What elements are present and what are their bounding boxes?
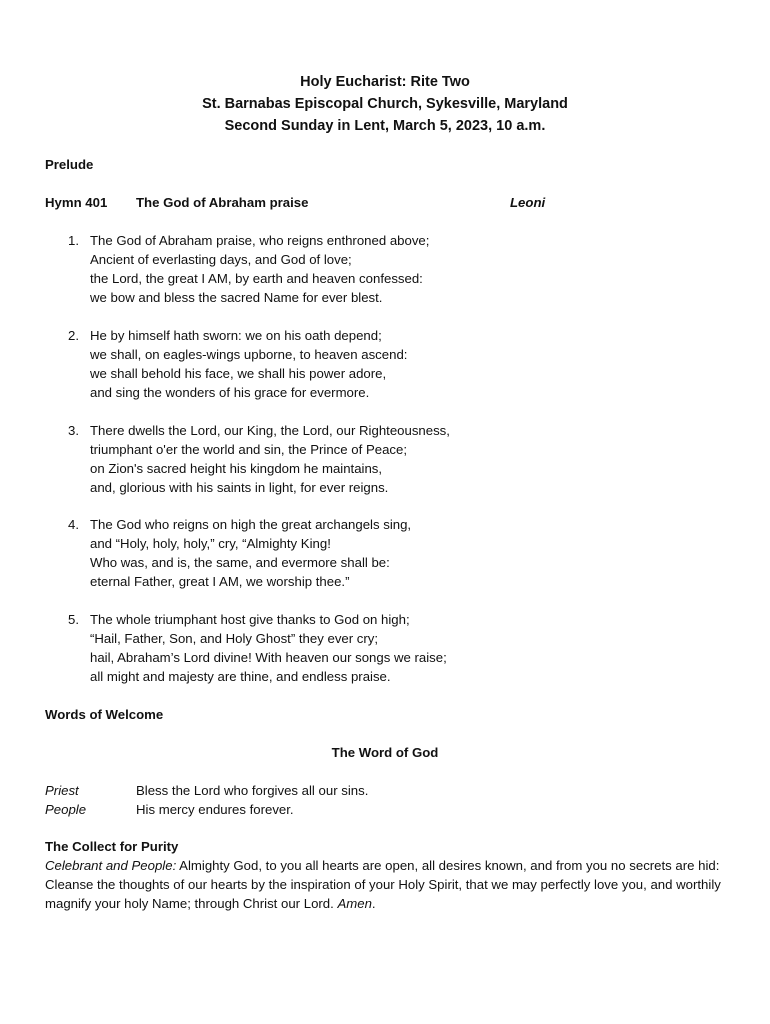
service-title: Holy Eucharist: Rite Two [300, 74, 470, 90]
verse-line: eternal Father, great I AM, we worship thee.” [90, 574, 350, 589]
collect-heading: The Collect for Purity [45, 839, 179, 854]
verse-line: Who was, and is, the same, and evermore shall be: [90, 555, 390, 570]
church-name: St. Barnabas Episcopal Church, Sykesville, Maryland [202, 96, 568, 112]
hymn-verse [90, 231, 429, 307]
dialogue-speaker: Priest [45, 783, 79, 798]
verse-line: “Hail, Father, Son, and Holy Ghost” they ever cry; [90, 631, 379, 646]
dialogue-text: Bless the Lord who forgives all our sins. [136, 783, 369, 798]
verse-number: 2. [68, 328, 79, 343]
collect-amen: Amen [337, 896, 372, 911]
verse-line: Ancient of everlasting days, and God of love; [90, 252, 352, 267]
hymn-number: Hymn 401 [45, 195, 108, 210]
verse-line: on Zion's sacred height his kingdom he maintains, [90, 461, 383, 476]
hymn-verse [90, 515, 411, 591]
verse-line: we bow and bless the sacred Name for ever blest. [90, 290, 383, 305]
verse-line: The God of Abraham praise, who reigns enthroned above; [90, 233, 430, 248]
verse-line: There dwells the Lord, our King, the Lord, our Righteousness, [90, 423, 450, 438]
verse-line: hail, Abraham’s Lord divine! With heaven our songs we raise; [90, 650, 447, 665]
verse-number: 4. [68, 517, 79, 532]
verse-number: 1. [68, 233, 79, 248]
verse-line: we shall behold his face, we shall his power adore, [90, 366, 387, 381]
verse-line: we shall, on eagles-wings upborne, to heaven ascend: [90, 347, 408, 362]
dialogue-speaker: People [45, 802, 87, 817]
hymn-tune: Leoni [510, 195, 546, 210]
verse-number: 3. [68, 423, 79, 438]
verse-line: the Lord, the great I AM, by earth and heaven confessed: [90, 271, 423, 286]
word-of-god-heading: The Word of God [331, 745, 439, 760]
verse-line: He by himself hath sworn: we on his oath depend; [90, 328, 382, 343]
welcome-heading: Words of Welcome [45, 707, 164, 722]
verse-line: The whole triumphant host give thanks to God on high; [90, 612, 410, 627]
verse-line: all might and majesty are thine, and endless praise. [90, 669, 391, 684]
service-header [0, 71, 770, 137]
collect-end: . [371, 896, 376, 911]
verse-line: The God who reigns on high the great archangels sing, [90, 517, 412, 532]
service-date: Second Sunday in Lent, March 5, 2023, 10 a.m. [224, 118, 546, 134]
verse-number: 5. [68, 612, 79, 627]
collect-text [45, 856, 735, 913]
hymn-verse [90, 610, 447, 686]
collect-speaker: Celebrant and People: [45, 858, 177, 873]
verse-line: and, glorious with his saints in light, for ever reigns. [90, 480, 389, 495]
hymn-title: The God of Abraham praise [136, 195, 309, 210]
verse-line: and sing the wonders of his grace for evermore. [90, 385, 370, 400]
verse-line: triumphant o'er the world and sin, the Prince of Peace; [90, 442, 407, 457]
dialogue-text: His mercy endures forever. [136, 802, 294, 817]
hymn-verse [90, 326, 407, 402]
prelude-heading: Prelude [45, 157, 94, 172]
collect-prayer: Almighty God, to you all hearts are open, all desires known, and from you no secrets are hid: Cleanse the thoughts of our hearts by the inspiration of your Holy Spirit, that we may perfectly love you, and worthily magnify your holy Name; through Christ our Lord. [45, 858, 721, 911]
verse-line: and “Holy, holy, holy,” cry, “Almighty King! [90, 536, 331, 551]
hymn-verse [90, 421, 450, 497]
